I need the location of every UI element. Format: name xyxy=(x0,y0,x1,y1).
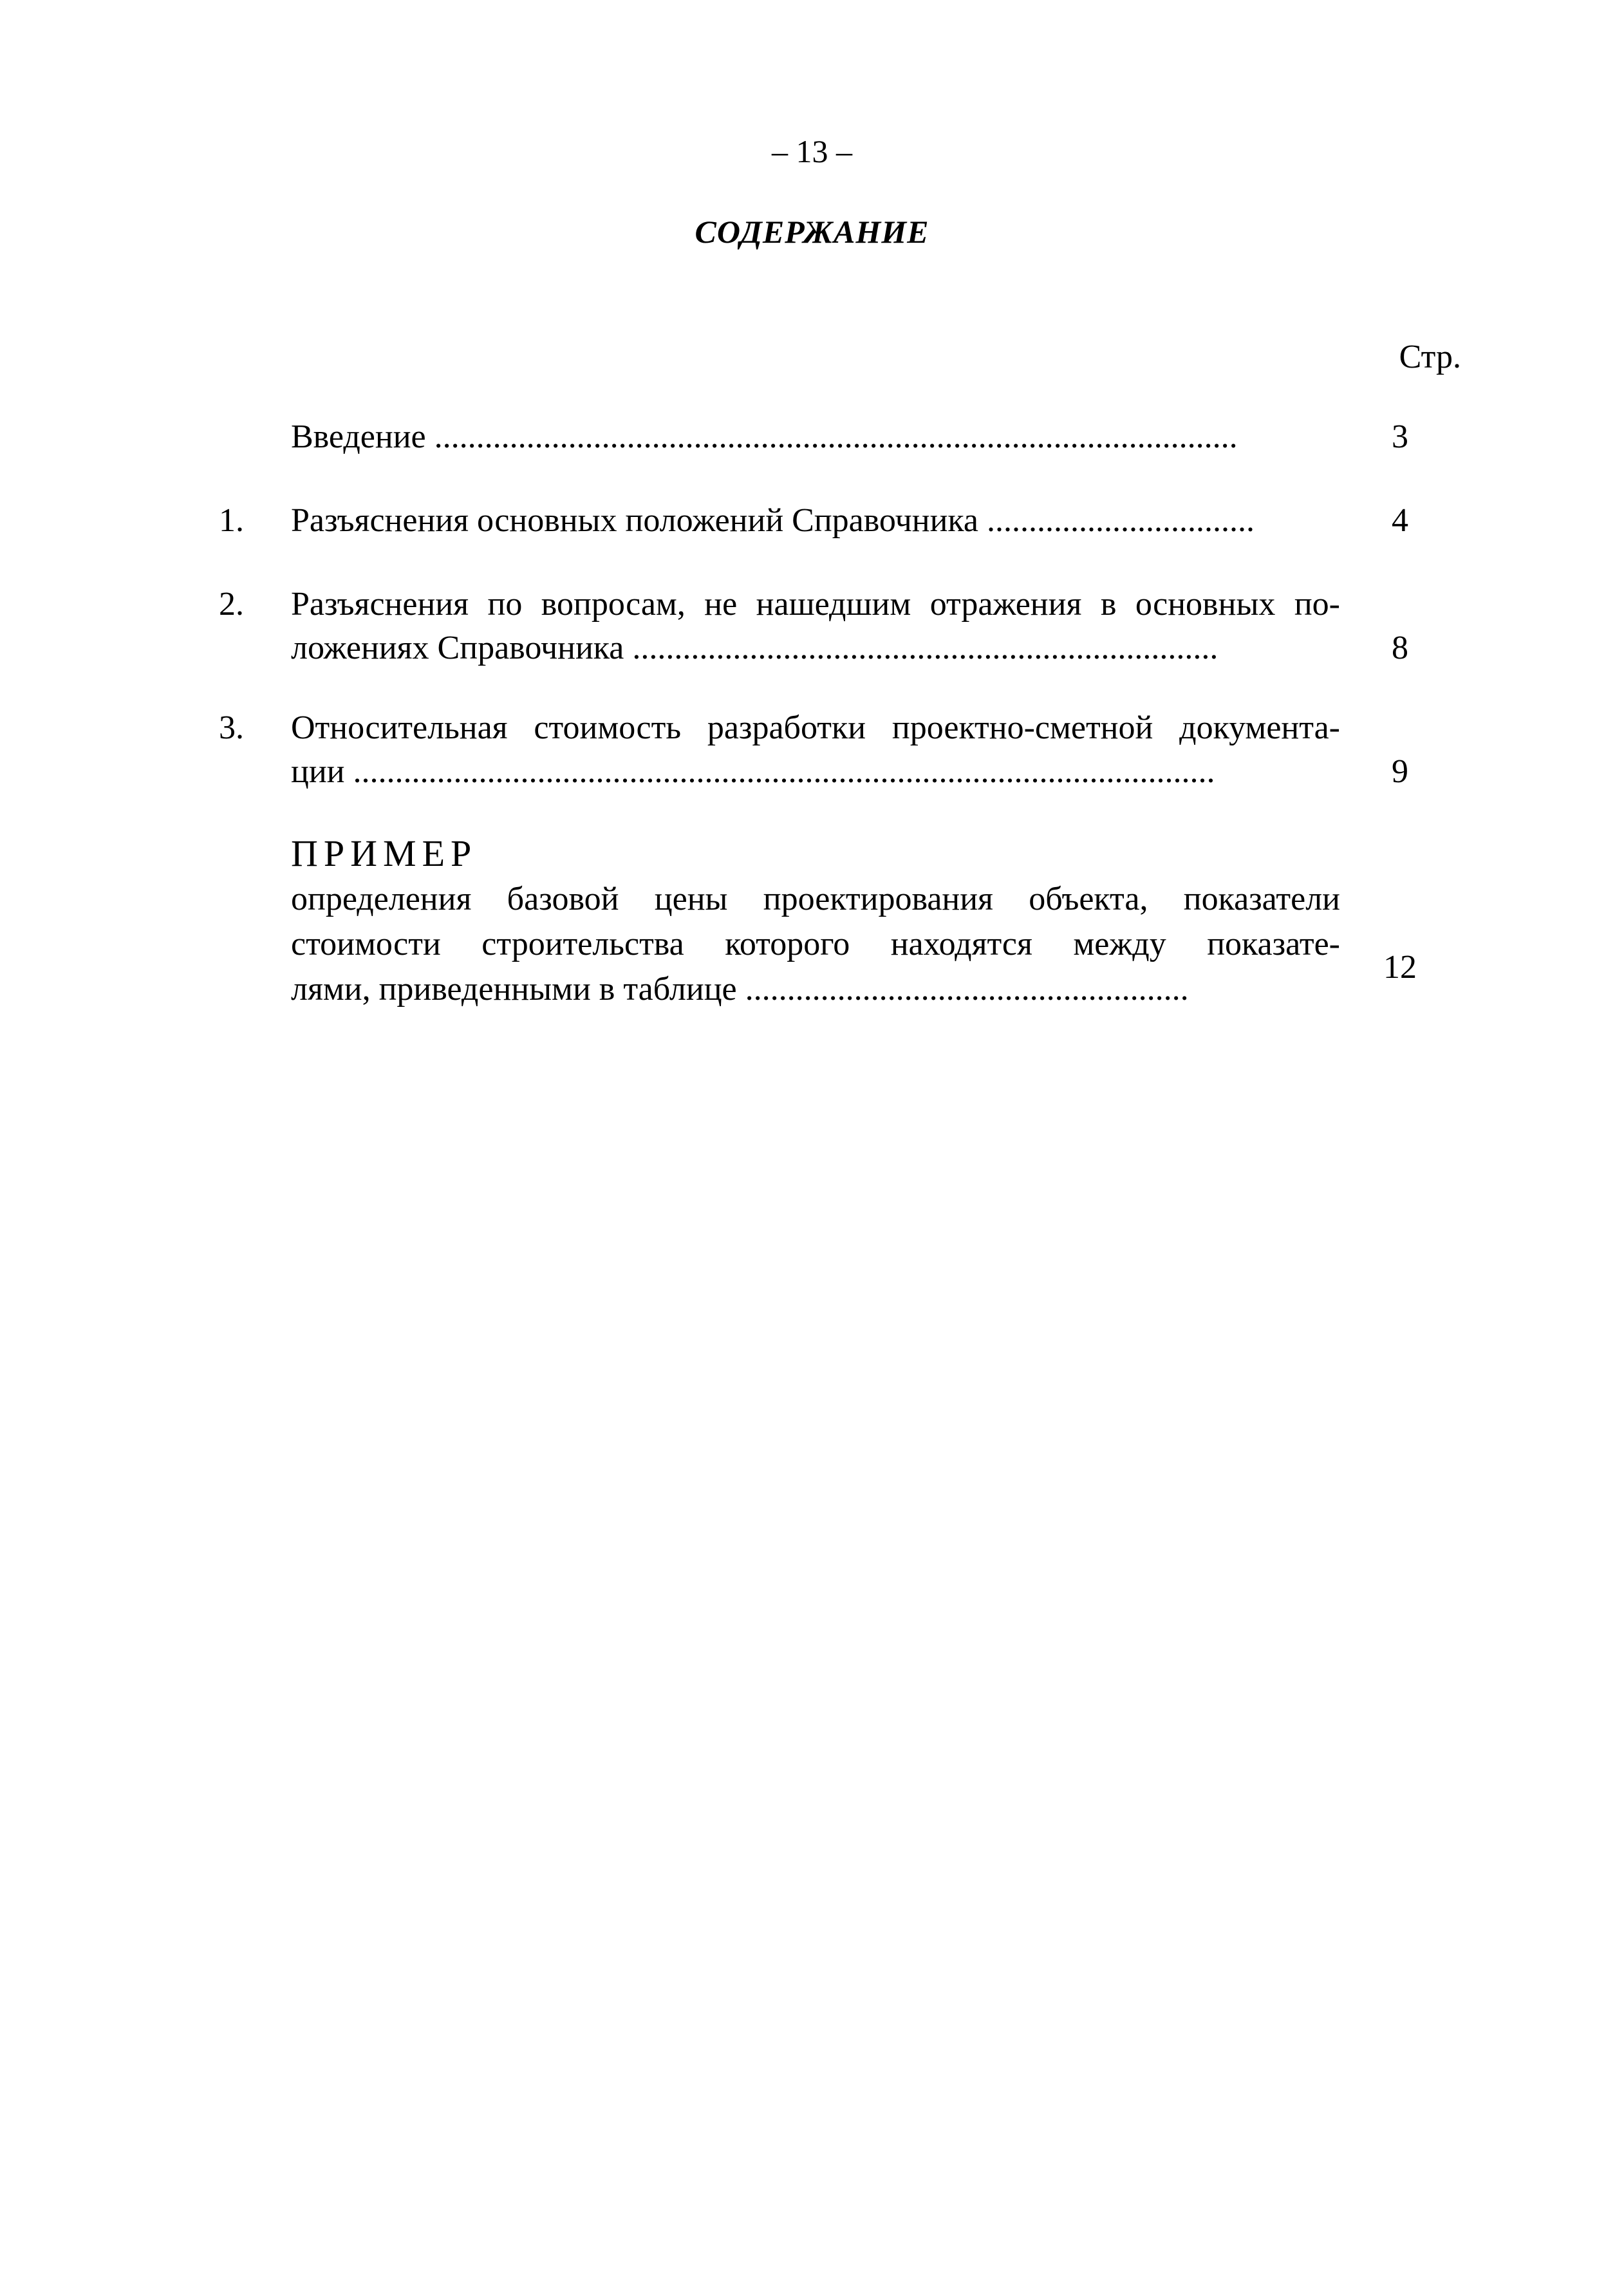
toc-entry-page: 8 xyxy=(1392,630,1408,666)
toc-entry-example[interactable] xyxy=(291,877,1340,1012)
toc-entry-introduction[interactable] xyxy=(0,415,1624,460)
toc-entry-text xyxy=(291,706,1340,794)
toc-entry-line: Разъяснения основных положений Справочника ................................ xyxy=(291,502,1255,539)
toc-entry-text xyxy=(291,415,1340,459)
toc-entry-page: 4 xyxy=(1392,502,1408,539)
toc-example-line: определения базовой цены проектирования объекта, показатели xyxy=(291,881,1340,917)
toc-entry-text xyxy=(291,499,1340,543)
toc-entry-page: 3 xyxy=(1392,418,1408,455)
toc-entry-text xyxy=(291,583,1340,670)
toc-entry-section-1[interactable] xyxy=(0,499,1624,544)
toc-entry-number: 2. xyxy=(219,586,244,623)
page-column-header: Стр. xyxy=(1399,339,1461,375)
toc-entry-line: ложениях Справочника ...................................................................... xyxy=(291,630,1218,666)
page-number: – 13 – xyxy=(772,133,852,169)
toc-example-heading: ПРИМЕР xyxy=(291,832,478,874)
toc-entry-number: 1. xyxy=(219,502,244,539)
toc-entry-page: 9 xyxy=(1392,753,1408,790)
page-title: СОДЕРЖАНИЕ xyxy=(695,214,929,250)
toc-entry-line: Введение ................................................................................................ xyxy=(291,418,1238,455)
toc-entry-section-3[interactable] xyxy=(0,706,1624,796)
toc-entry-number: 3. xyxy=(219,709,244,746)
toc-entry-line: Разъяснения по вопросам, не нашедшим отражения в основных по- xyxy=(291,586,1340,623)
toc-entry-section-2[interactable] xyxy=(0,583,1624,673)
toc-entry-line: ции ....................................................................................................... xyxy=(291,753,1215,790)
toc-example-line: лями, приведенными в таблице ..................................................... xyxy=(291,971,1189,1007)
toc-example-page: 12 xyxy=(1383,949,1417,986)
toc-entry-line: Относительная стоимость разработки проектно-сметной документа- xyxy=(291,709,1340,746)
toc-example-line: стоимости строительства которого находятся между показате- xyxy=(291,926,1340,962)
